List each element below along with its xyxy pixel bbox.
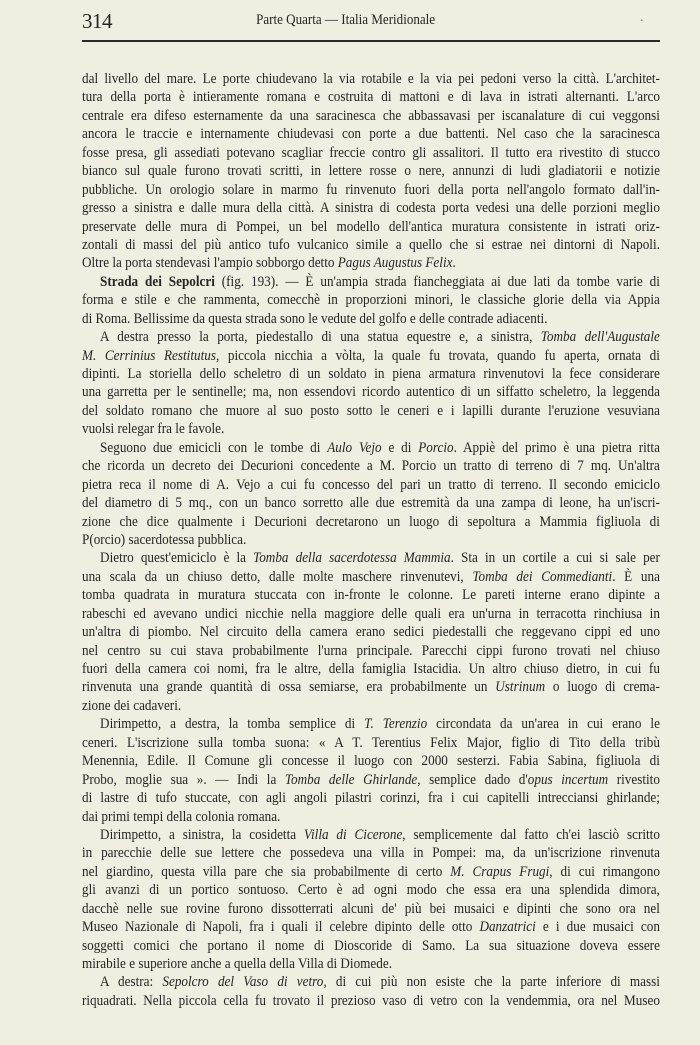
text-line [82, 918, 660, 936]
text-run: nel giardino, questa villa pare che sia probabilmente di certo [82, 863, 451, 880]
text-line [82, 402, 660, 420]
text-run: Seguono due emicicli con le tombe di [100, 439, 328, 456]
text-line [82, 771, 660, 789]
text-line [82, 973, 660, 991]
text-line [82, 900, 660, 918]
text-run: (fig. 193). — È un'ampia strada fiancheggiata ai due lati da tombe varie di [214, 273, 660, 290]
text-line [82, 218, 660, 236]
paragraph [82, 70, 660, 273]
text-run: vuolsi relegar fra le favole. [82, 421, 225, 438]
italic-run: T. Terenzio [364, 716, 428, 733]
text-run: in parecchie delle sue lettere che possedeva una villa in Pompei: ma, da un'iscrizione rinvenuta [82, 845, 660, 862]
text-line [82, 955, 660, 973]
text-run: e di [381, 439, 419, 456]
text-run: tura della porta è intieramente romana e costruita di mattoni e di lava in istrati alternanti. L'arco [82, 89, 660, 106]
text-run: . È una [612, 568, 660, 585]
text-line [82, 199, 660, 217]
text-run: ancora le traccie e internamente chiudevasi con porte a due battenti. Nel caso che la saracinesca [82, 126, 660, 143]
text-run: Oltre la porta stendevasi l'ampio sobborgo detto [82, 255, 338, 272]
text-line [82, 586, 660, 604]
text-run: e i due musaici con [535, 919, 660, 936]
text-line [82, 734, 660, 752]
text-run: bianco sul quale furono trovati scritti, in lettere rosse o nere, annunzi di ludi gladiatorii e notizie [82, 163, 660, 180]
text-line [82, 568, 660, 586]
text-line [82, 125, 660, 143]
text-run: A destra presso la porta, piedestallo di una statua equestre e, a sinistra, [100, 329, 541, 346]
text-line [82, 494, 660, 512]
text-line [82, 273, 660, 291]
text-run: del soldato romano che muore al suo posto sotto le ceneri e i lapilli durante l'eruzione vesuviana [82, 402, 660, 419]
text-run: riquadrati. Nella piccola cella fu trovato il prezioso vaso di vetro con la vendemmia, ora nel Museo [82, 992, 660, 1009]
text-line [82, 457, 660, 475]
text-line [82, 420, 660, 438]
header-mark: . [640, 10, 644, 25]
body-text [82, 70, 660, 1010]
text-line [82, 513, 660, 531]
text-run: o luogo di crema- [545, 679, 660, 696]
paragraph [82, 439, 660, 550]
text-run: mirabile e superiore anche a quella della Villa di Diomede. [82, 956, 392, 972]
text-line [82, 844, 660, 862]
paragraph [82, 715, 660, 826]
paragraph [82, 826, 660, 974]
text-run: tomba quadrata in muratura stuccata con in-fronte le colonne. Le pareti interne erano dipinte a [82, 587, 660, 604]
text-run: zione che dice qualmente i Decurioni decretarono un luogo di sepoltura a Mammia figliuola di [82, 513, 660, 530]
text-line [82, 236, 660, 254]
text-line [82, 347, 660, 365]
text-line [82, 476, 660, 494]
text-run: rivestito [608, 771, 660, 788]
text-line [82, 439, 660, 457]
text-run: , piccola nicchia a vòlta, la quale fu trovata, quando fu aperta, ornata di [215, 347, 660, 364]
text-run: del diametro di 5 mq., con un banco sorretto alle due estremità da una zampa di leone, ha un'iscri- [82, 495, 660, 512]
text-line [82, 144, 660, 162]
text-line [82, 937, 660, 955]
text-line [82, 531, 660, 549]
text-run: Dirimpetto, a sinistra, la cosidetta [100, 826, 304, 843]
italic-run: Tomba delle Ghirlande [284, 771, 418, 788]
italic-run: Tomba dell'Augustale [540, 329, 660, 346]
text-run: forma e stile e che rammenta, comecchè in proporzioni minori, le classiche glorie della via Appia [82, 292, 660, 309]
text-run: Dietro quest'emiciclo è la [100, 550, 254, 567]
text-line [82, 697, 660, 715]
header-rule [82, 40, 660, 42]
italic-run: opus incertum [527, 771, 609, 788]
text-run: dipinti. La storiella dello scheletro di un soldato in piena armatura rinvenutovi la fece considerare [82, 366, 660, 382]
text-line [82, 310, 660, 328]
text-run: soggetti comici che portano il nome di Dioscoride di Samo. La sua situazione doveva essere [82, 937, 660, 954]
text-run: zontali di massi del più antico tufo vulcanico simile a quello che si estrae nei dintorni di Napoli. [82, 236, 660, 253]
italic-run: Tomba dei Commedianti [472, 568, 613, 585]
text-run: P(orcio) sacerdotessa pubblica. [82, 531, 247, 548]
text-run: , di cui rimangono [549, 863, 660, 880]
text-run: una scala da un chiuso detto, dalle molte maschere rinvenutevi, [82, 568, 473, 585]
text-run: , semplicemente dal fatto ch'ei lasciò scritto [402, 826, 660, 843]
section-heading: Strada dei Sepolcri [100, 273, 215, 290]
text-run: dacchè nelle sue rovine furono dissotterrati alcuni de' più bei musaici e dipinti che sono ora nel [82, 900, 660, 917]
italic-run: Porcio [418, 439, 454, 456]
text-run: un'altra di piombo. Nel circuito della camera erano sedici piedestalli che reggevano cippi ed uno [82, 624, 660, 641]
text-run: ceneri. L'iscrizione sulla tomba suona: « A T. Terentius Felix Major, figlio di Tito della tribù [82, 734, 660, 751]
text-line [82, 107, 660, 125]
text-line [82, 181, 660, 199]
text-run: Museo Nazionale di Napoli, fra i quali il celebre dipinto delle otto [82, 919, 480, 936]
text-line [82, 328, 660, 346]
text-line [82, 808, 660, 826]
text-run: fosse presa, gli assediati potevano scagliar freccie contro gli assalitori. Il tutto era rivestito di stucco [82, 144, 660, 161]
italic-run: Villa di Cicerone [303, 826, 403, 843]
text-run: una garretta per le sentinelle; ma, non essendovi ricordo autentico di un siffatto scheletro, la leggenda [82, 384, 660, 401]
page-number: 314 [82, 9, 112, 33]
text-line [82, 162, 660, 180]
text-line [82, 826, 660, 844]
paragraph [82, 973, 660, 1010]
text-line [82, 881, 660, 899]
text-run: di Roma. Bellissime da questa strada sono le vedute del golfo e delle contrade adiacenti. [82, 310, 548, 327]
text-line [82, 383, 660, 401]
text-run: gresso a sinistra e dalle mura della città. A sinistra di codesta porta vedesi una delle porzioni meglio [82, 200, 660, 217]
text-run: nel centro su cui stava probabilmente l'urna principale. Parecchi cippi furono trovati nel chiuso [82, 642, 660, 659]
text-run: Menennia, Edile. Il Comune gli concesse il luogo con 2000 sesterzi. Fabia Sabina, figliuola di [82, 753, 660, 770]
paragraph [82, 328, 660, 439]
paragraph [82, 273, 660, 328]
text-run: rabeschi ed avevano undici nicchie nella maggiore delle quali era un'urna in terracotta rinchiusa in [82, 605, 660, 622]
text-run: . Sta in un cortile a cui si sale per [450, 550, 660, 567]
text-run: , semplice dado d' [417, 771, 528, 788]
italic-run: Tomba della sacerdotessa Mammia [253, 550, 451, 567]
text-run: zione dei cadaveri. [82, 697, 182, 714]
text-line [82, 70, 660, 88]
text-run: dai primi tempi della colonia romana. [82, 808, 281, 825]
text-line [82, 623, 660, 641]
text-run: gli avanzi di un portico sontuoso. Certo è ad ogni modo che essa era una splendida dimora, [82, 882, 660, 899]
italic-run: M. Cerrinius Restitutus [82, 347, 216, 364]
text-run: di cui più non esiste che la parte inferiore di massi [326, 974, 660, 991]
text-line [82, 365, 660, 383]
text-line [82, 789, 660, 807]
text-run: A destra: [100, 974, 163, 991]
text-run: Dirimpetto, a destra, la tomba semplice di [100, 716, 365, 733]
italic-run: Aulo Vejo [327, 439, 382, 456]
text-line [82, 291, 660, 309]
text-run: pietra reca il nome di A. Vejo a cui fu concesso del pari un tratto di terreno. Il secondo emiciclo [82, 476, 660, 493]
text-run: Probo, moglie sua ». — Indi la [82, 771, 285, 788]
text-line [82, 660, 660, 678]
text-run: fuori della camera coi nomi, fra le altre, della famiglia Istacidia. Un altro chiuso dietro, in cui fu [82, 661, 660, 677]
text-run: dal livello del mare. Le porte chiudevano la via rotabile e la via pei pedoni verso la città. L'architet- [82, 71, 660, 87]
text-run: . [452, 255, 456, 272]
italic-run: Ustrinum [495, 679, 546, 696]
italic-run: Pagus Augustus Felix [337, 255, 453, 272]
italic-run: Danzatrici [479, 919, 536, 936]
text-run: circondata da un'area in cui erano le [427, 716, 660, 733]
text-run: centrale era difeso esternamente da una saracinesca che abbassavasi per iscanalature di cui veggonsi [82, 107, 660, 124]
text-run: rinvenuta una grande quantità di ossa semiarse, era probabilmente un [82, 679, 496, 696]
italic-run: M. Crapus Frugi [450, 863, 550, 880]
text-line [82, 642, 660, 660]
text-line [82, 863, 660, 881]
text-line [82, 992, 660, 1010]
text-line [82, 605, 660, 623]
text-line [82, 88, 660, 106]
text-run: . Appiè del primo è una pietra ritta [453, 439, 660, 456]
text-run: pubbliche. Un orologio solare in marmo fu rinvenuto fuori della porta nell'angolo formato dall'in- [82, 181, 660, 198]
text-line [82, 254, 660, 272]
text-run: di lastre di tufo stuccate, con agli angoli pilastri corinzi, fra i cui capitelli intrecciansi ghirlande; [82, 790, 660, 807]
text-line [82, 715, 660, 733]
paragraph [82, 549, 660, 715]
text-run: preservate delle mura di Pompei, un bel modello dell'antica muratura consistente in istrati oriz- [82, 218, 660, 235]
text-line [82, 678, 660, 696]
text-line [82, 549, 660, 567]
text-line [82, 752, 660, 770]
running-title: Parte Quarta — Italia Meridionale [256, 12, 436, 28]
text-run: che ricorda un decreto dei Decurioni concedente a M. Porcio un tratto di terreno di 7 mq. Un'altra [82, 458, 660, 475]
italic-run: Sepolcro del Vaso di vetro, [162, 974, 327, 991]
